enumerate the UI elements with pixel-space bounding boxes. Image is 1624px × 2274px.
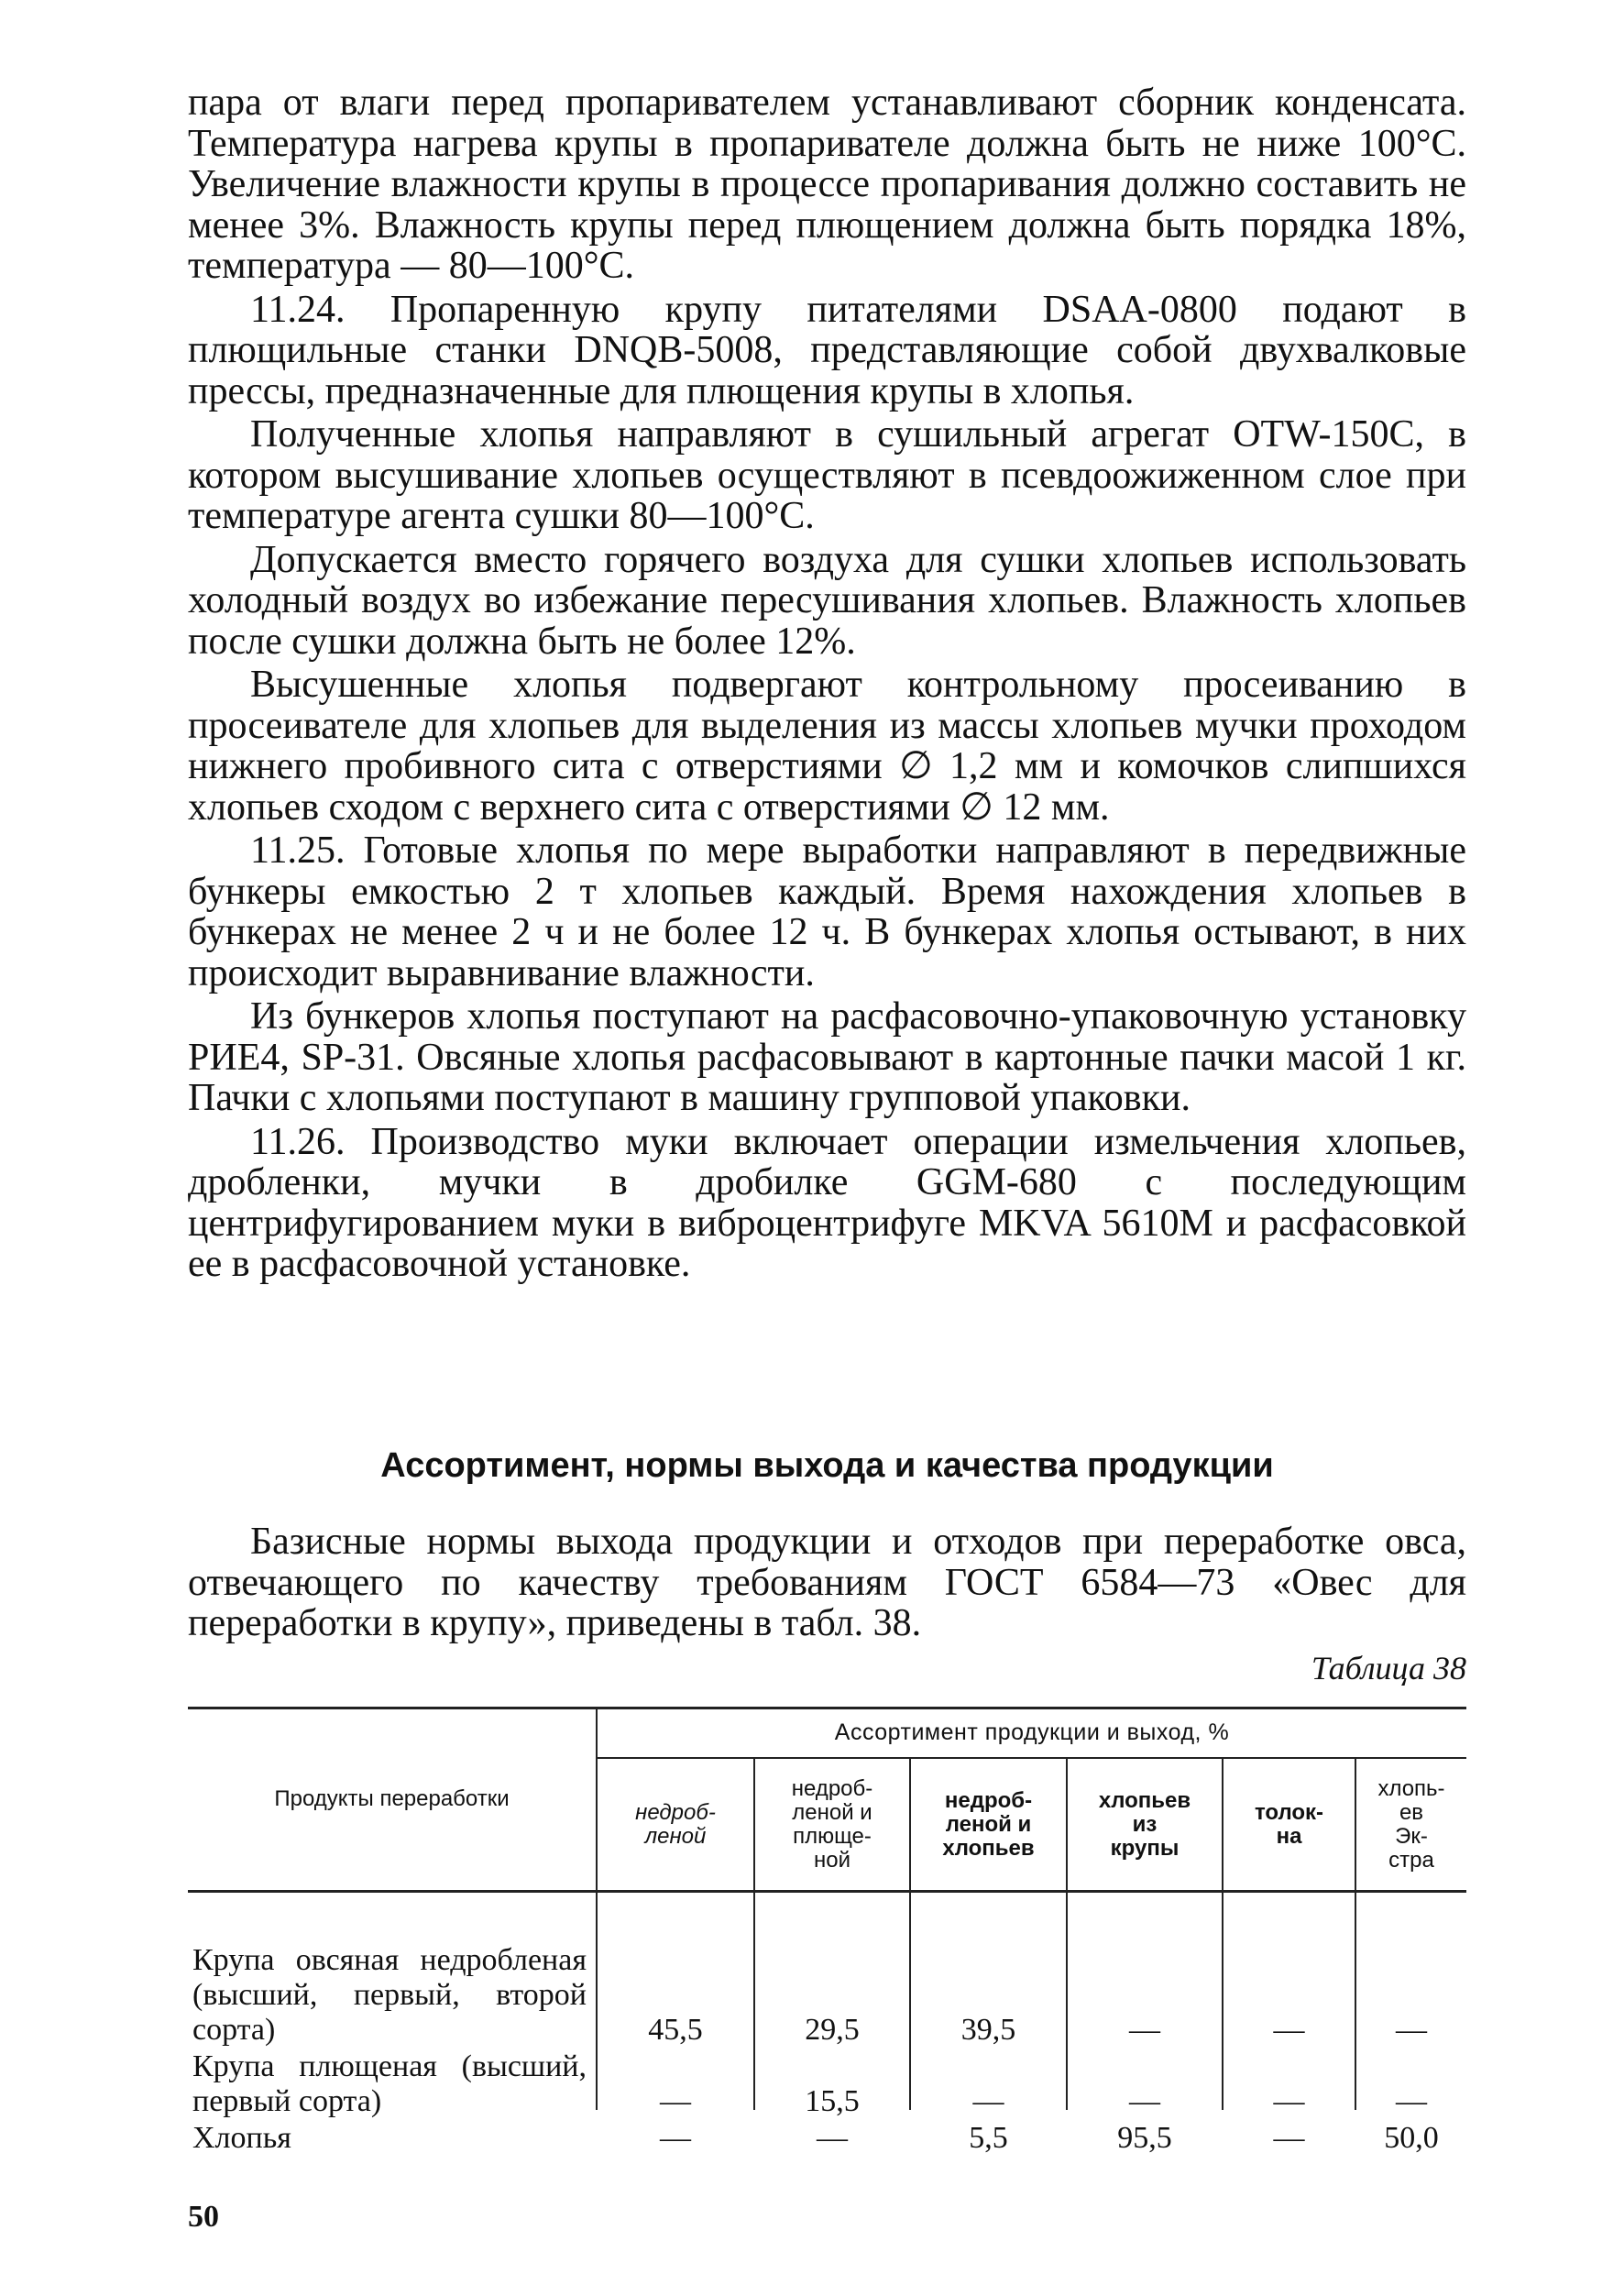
col-header-ekstra: хлопь- ев Эк- стра — [1377, 1775, 1445, 1873]
table-caption: Таблица 38 — [1311, 1650, 1466, 1686]
paragraph: пара от влаги перед пропаривателем устанавливают сборник конденсата. Температура нагрева крупы в пропаривателе должна быть не ниже 100°С. Увеличение влажности крупы в процессе пропаривания должно составить не менее 3%. Влажность крупы перед плющением должна быть порядка 18%, температура — 80—100°С. — [188, 82, 1466, 287]
header-bottom-rule — [188, 1890, 1466, 1893]
table-cell: 39,5 — [960, 2013, 1016, 2047]
table-cell: — — [1273, 2084, 1305, 2118]
table-cell: — — [817, 2121, 848, 2155]
row-label: Крупа плющеная (высший, первый сорта) — [192, 2049, 587, 2118]
table-cell: — — [660, 2084, 691, 2118]
paragraph: Высушенные хлопья подвергают контрольному просеиванию в просеивателе для хлопьев для выделения из массы хлопьев мучки проходом нижнего пробивного сита с отверстиями ∅ 1,2 мм и комочков слипшихся хлопьев сходом с верхнего сита с отверстиями ∅ 12 мм. — [188, 664, 1466, 829]
table-cell: 15,5 — [805, 2084, 860, 2118]
row-label: Крупа овсяная недробленая (высший, первый, второй сорта) — [192, 1943, 587, 2047]
header-products: Продукты переработки — [274, 1786, 510, 1811]
paragraph: Допускается вместо горячего воздуха для сушки хлопьев использовать холодный воздух во избежание пересушивания хлопьев. Влажность хлопьев после сушки должна быть не более 12%. — [188, 538, 1466, 663]
table-cell: — — [1129, 2013, 1160, 2047]
table-cell: — — [972, 2084, 1004, 2118]
col-header-khlopev-iz-krupy: хлопьев из крупы — [1098, 1787, 1191, 1861]
table-cell: 5,5 — [969, 2121, 1008, 2155]
table-cell: 29,5 — [805, 2013, 860, 2047]
header-assortment: Ассортимент продукции и выход, % — [834, 1719, 1230, 1745]
table-cell: 95,5 — [1117, 2121, 1172, 2155]
col-header-nedrob: недроб- леной — [635, 1799, 716, 1849]
row-label: Хлопья — [192, 2121, 291, 2155]
table-cell: — — [1396, 2084, 1427, 2118]
table-cell: 45,5 — [648, 2013, 703, 2047]
table-cell: — — [1396, 2013, 1427, 2047]
col-header-nedrob-plyush: недроб- леной и плюще- ной — [791, 1775, 873, 1873]
paragraph: 11.24. Пропаренную крупу питателями DSAA-0800 подают в плющильные станки DNQB-5008, представляющие собой двухвалковые прессы, предназначенные для плющения крупы в хлопья. — [188, 288, 1466, 412]
paragraph: 11.25. Готовые хлопья по мере выработки направляют в передвижные бункеры емкостью 2 т хлопьев каждый. Время нахождения хлопьев в бункерах не менее 2 ч и не более 12 ч. В бункерах хлопья остывают, в них происходит выравнивание влажности. — [188, 829, 1466, 994]
intro-paragraph: Базисные нормы выхода продукции и отходов при переработке овса, отвечающего по качеству требованиям ГОСТ 6584—73 «Овес для переработки в крупу», приведены в табл. 38. — [188, 1521, 1466, 1644]
table-cell: — — [1273, 2121, 1305, 2155]
section-heading: Ассортимент, нормы выхода и качества продукции — [380, 1446, 1274, 1485]
col-header-nedrob-khlopev: недроб- леной и хлопьев — [942, 1787, 1035, 1861]
col-header-tolokna: толок- на — [1254, 1799, 1324, 1849]
page-number: 50 — [188, 2200, 219, 2234]
table-cell: — — [1273, 2013, 1305, 2047]
table-cell: — — [660, 2121, 691, 2155]
paragraph: 11.26. Производство муки включает операции измельчения хлопьев, дробленки, мучки в дробилке GGM-680 с последующим центрифугированием муки в виброцентрифуге MKVA 5610M и расфасовкой ее в расфасовочной установке. — [188, 1120, 1466, 1285]
table-cell: 50,0 — [1384, 2121, 1439, 2155]
paragraph: Полученные хлопья направляют в сушильный агрегат OTW-150C, в котором высушивание хлопьев осуществляют в псевдоожиженном слое при температуре агента сушки 80—100°С. — [188, 413, 1466, 537]
paragraph: Из бункеров хлопья поступают на расфасовочно-упаковочную установку РИЕ4, SP-31. Овсяные хлопья расфасовывают в картонные пачки масой 1 кг. Пачки с хлопьями поступают в машину групповой упаковки. — [188, 995, 1466, 1119]
table-cell: — — [1129, 2084, 1160, 2118]
